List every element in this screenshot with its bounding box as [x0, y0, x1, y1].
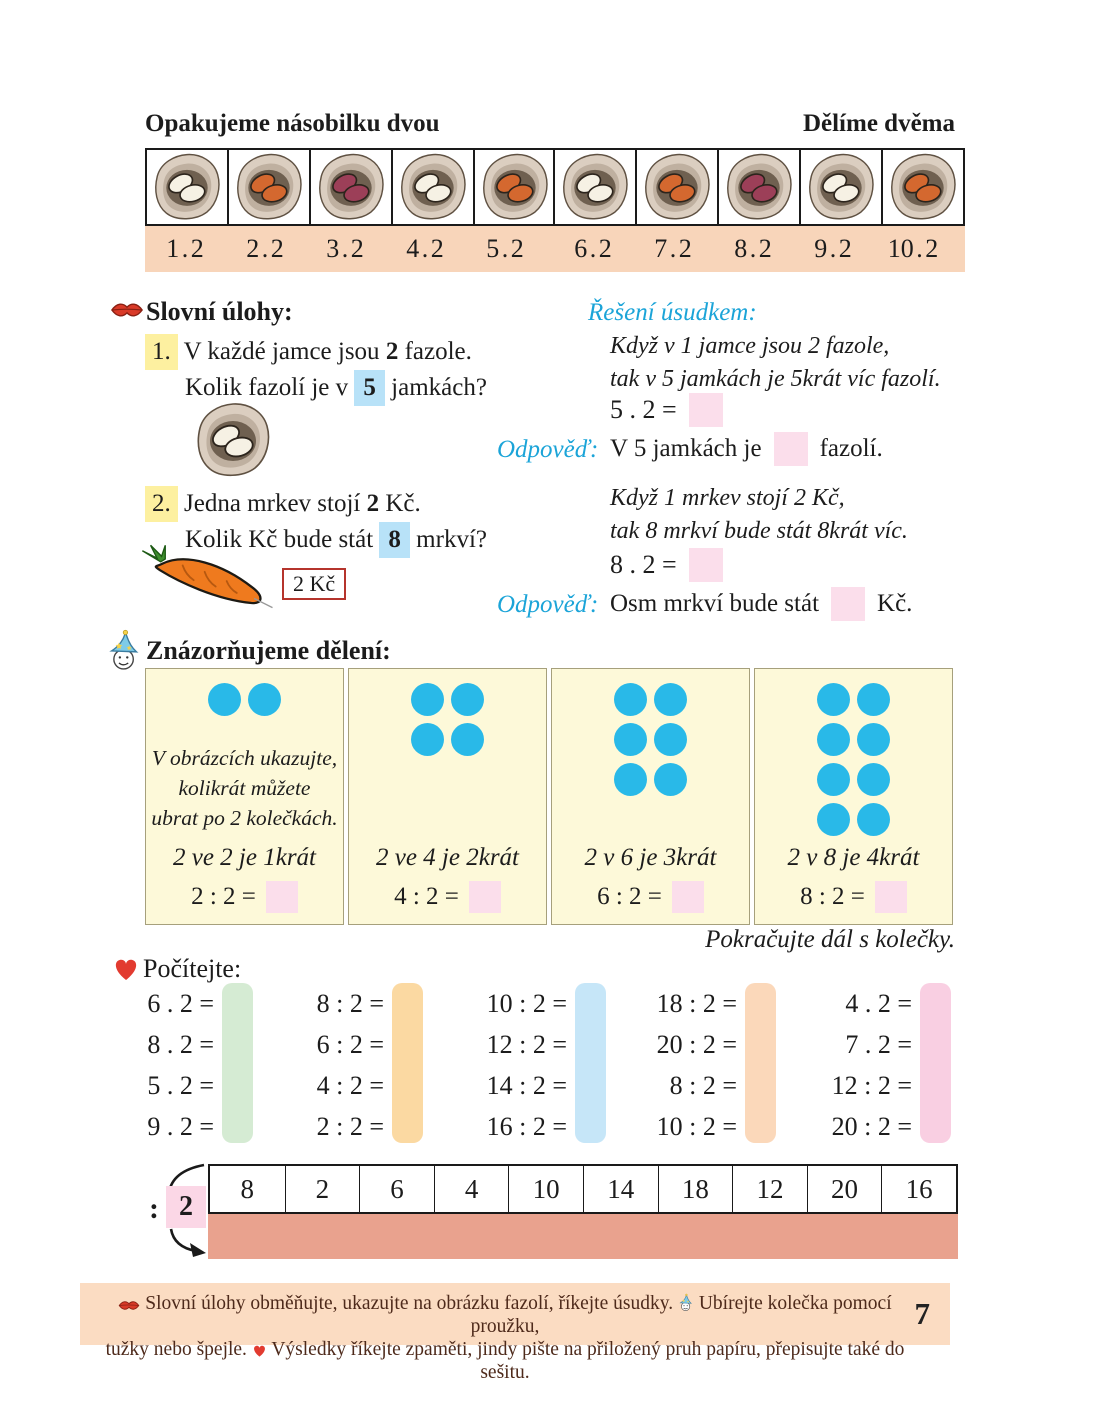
problem-1-text: [145, 334, 487, 406]
division-equation-row: [755, 881, 952, 913]
answer-strip-4[interactable]: [745, 983, 776, 1143]
reasoning-line: tak v 5 jamkách je 5krát víc fazolí.: [610, 366, 941, 392]
lips-icon: [110, 300, 144, 320]
division-answer-box-3[interactable]: [672, 881, 704, 913]
counting-circle: [654, 763, 687, 796]
division-box-1: [145, 668, 344, 925]
division-section-title: Znázorňujeme dělení:: [146, 636, 391, 665]
counting-circle: [857, 803, 890, 836]
instruction-line: ubrat po 2 kolečkách.: [151, 806, 338, 830]
counting-circle: [817, 683, 850, 716]
division-caption: 2 v 8 je 4krát: [787, 844, 920, 871]
word-problems-title: Slovní úlohy:: [146, 297, 293, 326]
problem-2-line1-end: Kč.: [379, 490, 421, 517]
counting-circle: [411, 683, 444, 716]
counting-circle: [654, 683, 687, 716]
problem-2-equation-row: [610, 548, 723, 582]
bean-hole-illustration: [193, 400, 273, 480]
footer-line-2a: tužky nebo špejle.: [105, 1339, 247, 1360]
division-equation: 2 : 2 =: [191, 883, 256, 910]
exercises-title: Počítejte:: [143, 954, 242, 983]
table-cell: 8: [240, 1174, 255, 1204]
reasoning-line: Když v 1 jamce jsou 2 fazole,: [610, 333, 890, 359]
divisor-value: 2: [166, 1186, 206, 1228]
table-cell: 16: [881, 1166, 956, 1212]
counting-circle: [614, 683, 647, 716]
problem-1-bold-value: 2: [385, 338, 399, 365]
footer-line-1a: Slovní úlohy obměňujte, ukazujte na obrázku fazolí, říkejte úsudky.: [145, 1293, 674, 1314]
circles-grid: [349, 683, 546, 756]
footer-line-1b: Ubírejte kolečka pomocí proužku,: [470, 1293, 892, 1337]
division-equation-row: [349, 881, 546, 913]
division-answer-box-1[interactable]: [266, 881, 298, 913]
problem-1-answer-box[interactable]: [774, 432, 808, 466]
counting-circle: [857, 763, 890, 796]
bean-image-9: [799, 150, 881, 224]
exercise-item: 20 : 2 =: [656, 1030, 737, 1059]
division-box-4: [754, 668, 953, 925]
problem-1-line1-end: fazole.: [398, 338, 472, 365]
problem-2-highlight-value: 8: [379, 522, 410, 558]
answer-strip-3[interactable]: [575, 983, 606, 1143]
mult-label: 5 . 2: [486, 234, 524, 263]
exercise-item: 18 : 2 =: [656, 989, 737, 1018]
problem-1-equation-row: [610, 393, 723, 427]
multiplication-labels-left: [145, 226, 557, 272]
division-box-2: [348, 668, 547, 925]
division-equation-row: [552, 881, 749, 913]
instruction-line: kolikrát můžete: [178, 776, 311, 800]
division-equation: 8 : 2 =: [800, 883, 865, 910]
dividend-table: [208, 1164, 958, 1214]
exercise-item: 12 : 2 =: [831, 1071, 912, 1100]
divisor-colon: :: [149, 1192, 159, 1225]
problem-1-line2: Kolik fazolí je v: [185, 374, 355, 401]
circles-grid: [552, 683, 749, 796]
problem-1-number: 1.: [145, 334, 178, 370]
division-answer-box-2[interactable]: [469, 881, 501, 913]
page-title: Opakujeme násobilku dvou: [145, 110, 440, 137]
lips-icon: [118, 1299, 140, 1312]
wizard-icon: [678, 1293, 694, 1312]
counting-circle: [654, 723, 687, 756]
mult-label: 9 . 2: [814, 234, 852, 263]
bean-image-1: [147, 150, 227, 224]
exercise-item: 5 . 2 =: [147, 1071, 214, 1100]
problem-1-reasoning: [610, 330, 941, 396]
exercise-item: 2 : 2 =: [316, 1112, 384, 1141]
exercise-item: 10 : 2 =: [486, 989, 567, 1018]
exercise-column-5: [788, 985, 912, 1149]
continue-note: Pokračujte dál s kolečky.: [705, 926, 955, 953]
multiplication-labels-right: [553, 226, 965, 272]
mult-label: 7 . 2: [654, 234, 692, 263]
exercise-item: 14 : 2 =: [486, 1071, 567, 1100]
problem-2-line1: Jedna mrkev stojí: [184, 490, 367, 517]
problem-1-line2-end: jamkách?: [384, 374, 487, 401]
table-cell: 6: [359, 1166, 434, 1212]
exercise-item: 8 : 2 =: [669, 1071, 737, 1100]
counting-circle: [817, 723, 850, 756]
table-cell: 18: [658, 1166, 733, 1212]
heart-icon: [112, 957, 140, 982]
mult-label: 2 . 2: [246, 234, 284, 263]
division-caption: 2 ve 2 je 1krát: [172, 844, 316, 871]
mult-label: 4 . 2: [406, 234, 444, 263]
carrot-illustration: [135, 543, 300, 631]
bean-image-4: [391, 150, 473, 224]
problem-1-answer-unit: fazolí.: [819, 435, 883, 462]
instruction-line: V obrázcích ukazujte,: [151, 746, 338, 770]
bean-image-2: [227, 150, 309, 224]
exercise-item: 8 . 2 =: [147, 1030, 214, 1059]
mult-label: 6 . 2: [574, 234, 612, 263]
problem-1-equation: 5 . 2 =: [610, 395, 677, 424]
problem-2-number: 2.: [145, 486, 178, 522]
problem-2-bold-value: 2: [366, 490, 380, 517]
division-equation: 4 : 2 =: [394, 883, 459, 910]
division-box-3: [551, 668, 750, 925]
division-caption: 2 v 6 je 3krát: [584, 844, 717, 871]
exercise-item: 4 : 2 =: [316, 1071, 384, 1100]
problem-2-answer-row: [610, 587, 912, 621]
exercise-item: 6 : 2 =: [316, 1030, 384, 1059]
exercise-column-3: [448, 985, 567, 1149]
mult-label: 10 . 2: [887, 234, 939, 263]
footer-text: [100, 1292, 910, 1384]
problem-2-line2-end: mrkví?: [409, 526, 487, 553]
exercise-column-1: [128, 985, 214, 1149]
bean-image-6: [555, 150, 635, 224]
exercise-item: 16 : 2 =: [486, 1112, 567, 1141]
problem-2-reasoning: [610, 482, 908, 548]
bean-image-5: [473, 150, 555, 224]
problem-2-line2: Kolik Kč bude stát: [185, 526, 380, 553]
table-cell: 12: [732, 1166, 807, 1212]
exercise-column-2: [288, 985, 384, 1149]
problem-1-highlight-value: 5: [354, 370, 385, 406]
counting-circle: [857, 723, 890, 756]
answer-strip-5[interactable]: [920, 983, 951, 1143]
table-cell: 10: [508, 1166, 583, 1212]
solution-method-title: Řešení úsudkem:: [588, 299, 757, 326]
counting-circle: [817, 763, 850, 796]
exercise-item: 9 . 2 =: [147, 1112, 214, 1141]
division-equation: 6 : 2 =: [597, 883, 662, 910]
mult-label: 8 . 2: [734, 234, 772, 263]
answer-label-2: Odpověď:: [497, 591, 599, 618]
division-equation-row: [146, 881, 343, 913]
counting-circle: [614, 723, 647, 756]
counting-circle: [451, 683, 484, 716]
exercise-item: 6 . 2 =: [147, 989, 214, 1018]
problem-2-answer-box[interactable]: [831, 587, 865, 621]
exercise-column-4: [618, 985, 737, 1149]
table-cell: 14: [583, 1166, 658, 1212]
problem-1-answer-text: V 5 jamkách je: [610, 435, 762, 462]
mult-label: 3 . 2: [326, 234, 364, 263]
exercise-item: 4 . 2 =: [845, 989, 912, 1018]
price-tag: 2 Kč: [282, 568, 346, 600]
footer-note: [80, 1283, 950, 1383]
bean-table-left: [145, 148, 557, 272]
table-cell: 4: [434, 1166, 509, 1212]
counting-circle: [451, 723, 484, 756]
problem-1-answer-row: [610, 432, 883, 466]
footer-line-2b: Výsledky říkejte zpaměti, jindy pište na přiložený pruh papíru, přepisujte také do sešitu.: [271, 1339, 905, 1383]
table-cell: 2: [285, 1166, 360, 1212]
exercise-item: 10 : 2 =: [656, 1112, 737, 1141]
problem-2-answer-text: Osm mrkví bude stát: [610, 590, 820, 617]
answer-strip-2[interactable]: [392, 983, 423, 1143]
division-answer-box-4[interactable]: [875, 881, 907, 913]
counting-circle: [411, 723, 444, 756]
exercise-item: 20 : 2 =: [831, 1112, 912, 1141]
division-instruction: [146, 743, 343, 833]
counting-circle: [614, 763, 647, 796]
bean-image-7: [635, 150, 717, 224]
problem-1-equation-answer-box[interactable]: [689, 393, 723, 427]
problem-2-equation-answer-box[interactable]: [689, 548, 723, 582]
bean-image-10: [881, 150, 963, 224]
circles-grid: [146, 683, 343, 716]
page-number: 7: [914, 1296, 930, 1331]
counting-circle: [817, 803, 850, 836]
heart-icon: [252, 1344, 267, 1358]
mult-label: 1 . 2: [166, 234, 204, 263]
wizard-icon: [106, 628, 143, 672]
answer-label-1: Odpověď:: [497, 436, 599, 463]
division-caption: 2 ve 4 je 2krát: [375, 844, 519, 871]
circles-grid: [755, 683, 952, 836]
answer-strip-1[interactable]: [222, 983, 253, 1143]
problem-1-line1: V každé jamce jsou: [183, 338, 386, 365]
counting-circle: [857, 683, 890, 716]
reasoning-line: Když 1 mrkev stojí 2 Kč,: [610, 485, 845, 511]
bean-image-8: [717, 150, 799, 224]
reasoning-line: tak 8 mrkví bude stát 8krát víc.: [610, 518, 908, 544]
exercise-item: 12 : 2 =: [486, 1030, 567, 1059]
counting-circle: [208, 683, 241, 716]
exercise-item: 7 . 2 =: [845, 1030, 912, 1059]
section-title-division: Dělíme dvěma: [802, 110, 955, 137]
counting-circle: [248, 683, 281, 716]
answer-strip-bottom[interactable]: [208, 1214, 958, 1259]
bean-table-right: [553, 148, 965, 272]
exercise-item: 8 : 2 =: [316, 989, 384, 1018]
problem-2-answer-unit: Kč.: [877, 590, 913, 617]
table-cell: 20: [807, 1166, 882, 1212]
problem-2-equation: 8 . 2 =: [610, 550, 677, 579]
bean-image-3: [309, 150, 391, 224]
